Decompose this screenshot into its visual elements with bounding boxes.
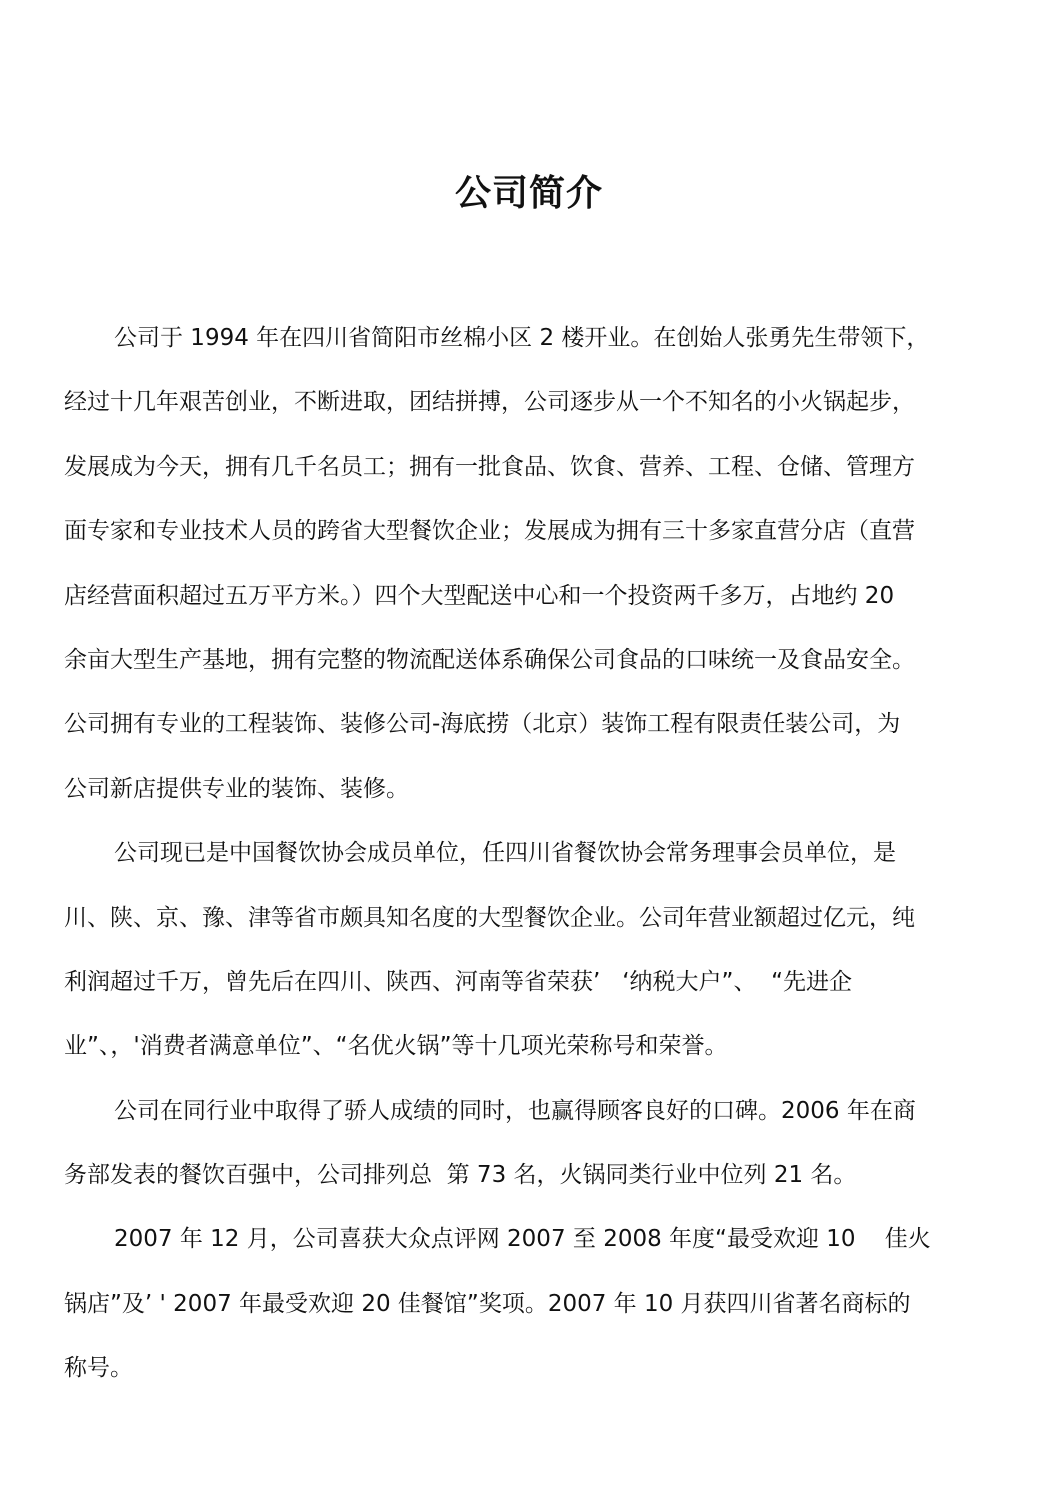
- paragraph-4-line-3: 称号。: [64, 1355, 133, 1382]
- paragraph-1-line-6: 余亩大型生产基地，拥有完整的物流配送体系确保公司食品的口味统一及食品安全。: [64, 646, 915, 673]
- paragraph-3-line-1: 公司在同行业中取得了骄人成绩的同时，也赢得顾客良好的口碑。2006 年在商: [114, 1097, 916, 1124]
- paragraph-1-line-2: 经过十几年艰苦创业，不断进取，团结拼搏，公司逐步从一个不知名的小火锅起步，: [64, 389, 915, 416]
- paragraph-2-line-4: 业”、，'消费者满意单位”、“名优火锅”等十几项光荣称号和荣誉。: [64, 1033, 728, 1060]
- paragraph-1-line-1: 公司于 1994 年在四川省简阳市丝棉小区 2 楼开业。在创始人张勇先生带领下，: [114, 325, 930, 351]
- paragraph-1-line-3: 发展成为今天，拥有几千名员工；拥有一批食品、饮食、营养、工程、仓储、管理方: [64, 453, 915, 480]
- paragraph-1-line-8: 公司新店提供专业的装饰、装修。: [64, 775, 409, 802]
- paragraph-1-line-7: 公司拥有专业的工程装饰、装修公司-海底捞（北京）装饰工程有限责任装公司，为: [64, 711, 901, 738]
- paragraph-1-line-5: 店经营面积超过五万平方米。）四个大型配送中心和一个投资两千多万，占地约 20: [64, 582, 895, 609]
- paragraph-4-line-2: 锅店”及’ ' 2007 年最受欢迎 20 佳餐馆”奖项。2007 年 10 月获四川省著名商标的: [64, 1290, 911, 1317]
- document-title: 公司简介: [454, 173, 603, 214]
- paragraph-2-line-3: 利润超过千万，曾先后在四川、陕西、河南等省荣获’ ‘纳税大户”、 “先进企: [64, 968, 853, 995]
- paragraph-2-line-1: 公司现已是中国餐饮协会成员单位，任四川省餐饮协会常务理事会员单位，是: [114, 840, 896, 867]
- paragraph-2-line-2: 川、陕、京、豫、津等省市颇具知名度的大型餐饮企业。公司年营业额超过亿元，纯: [64, 904, 915, 931]
- document-body: [64, 306, 994, 1401]
- paragraph-1-line-4: 面专家和专业技术人员的跨省大型餐饮企业；发展成为拥有三十多家直营分店（直营: [64, 518, 915, 545]
- paragraph-3-line-2: 务部发表的餐饮百强中，公司排列总 第 73 名，火锅同类行业中位列 21 名。: [64, 1162, 857, 1189]
- paragraph-4-line-1: 2007 年 12 月，公司喜获大众点评网 2007 至 2008 年度“最受欢迎 10 佳火: [114, 1226, 931, 1253]
